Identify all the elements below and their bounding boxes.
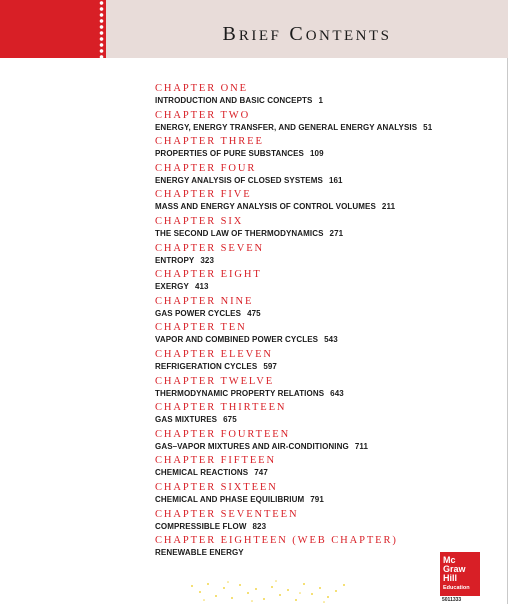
- chapter-title-line: [155, 334, 495, 346]
- logo-line-2: Graw: [443, 564, 466, 574]
- chapter-label: CHAPTER SEVEN: [155, 242, 264, 254]
- toc-entry: [155, 508, 495, 535]
- header-band: [106, 0, 508, 58]
- chapter-page-number: 51: [423, 122, 433, 132]
- chapter-title-line: [155, 255, 495, 267]
- chapter-label: CHAPTER TEN: [155, 322, 247, 334]
- red-corner-tab: [0, 0, 106, 58]
- chapter-title-line: [155, 281, 495, 293]
- chapter-title-line: [155, 308, 495, 320]
- chapter-title: ENERGY ANALYSIS OF CLOSED SYSTEMS: [155, 175, 323, 185]
- chapter-title-line: [155, 414, 495, 426]
- chapter-label: CHAPTER TWELVE: [155, 375, 275, 387]
- title-rest-contents: ONTENTS: [305, 28, 392, 44]
- toc-entry: [155, 428, 495, 455]
- chapter-label: CHAPTER EIGHTEEN (WEB CHAPTER): [155, 535, 398, 547]
- chapter-title: PROPERTIES OF PURE SUBSTANCES: [155, 149, 304, 159]
- chapter-title-line: [155, 228, 495, 240]
- toc-entry: [155, 454, 495, 481]
- chapter-title-line: [155, 201, 495, 213]
- toc-entry: [155, 109, 495, 136]
- chapter-title: ENTROPY: [155, 255, 195, 265]
- chapter-label: CHAPTER THIRTEEN: [155, 402, 287, 414]
- chapter-title-line: [155, 521, 495, 533]
- page-title: [106, 23, 508, 46]
- chapter-title-line: [155, 361, 495, 373]
- chapter-title: GAS POWER CYCLES: [155, 308, 242, 318]
- chapter-label: CHAPTER SIXTEEN: [155, 481, 278, 493]
- toc-entry: [155, 268, 495, 295]
- chapter-label: CHAPTER TWO: [155, 109, 251, 121]
- chapter-title-line: [155, 122, 495, 134]
- chapter-title: ENERGY, ENERGY TRANSFER, AND GENERAL ENERGY ANALYSIS: [155, 122, 418, 132]
- chapter-label: CHAPTER FOUR: [155, 162, 257, 174]
- chapter-label: CHAPTER FOURTEEN: [155, 428, 291, 440]
- chapter-page-number: 1: [318, 96, 324, 105]
- chapter-page-number: 161: [328, 175, 343, 185]
- chapter-title-line: [155, 388, 495, 400]
- chapter-title-line: [155, 175, 495, 187]
- chapter-page-number: 823: [252, 521, 267, 531]
- chapter-label: CHAPTER SIX: [155, 215, 244, 227]
- chapter-page-number: 543: [324, 335, 338, 345]
- chapter-title: INTRODUCTION AND BASIC CONCEPTS: [155, 96, 313, 105]
- chapter-title-line: [155, 494, 495, 506]
- chapter-title-line: [155, 95, 495, 107]
- logo-line-1: Mc: [443, 555, 456, 565]
- chapter-label: CHAPTER ELEVEN: [155, 348, 273, 360]
- chapter-title: CHEMICAL AND PHASE EQUILIBRIUM: [155, 494, 305, 504]
- chapter-page-number: 791: [310, 494, 324, 504]
- chapter-label: CHAPTER THREE: [155, 136, 264, 148]
- title-initial-b: B: [222, 23, 239, 45]
- title-rest-brief: RIEF: [238, 28, 282, 44]
- chapter-title: THERMODYNAMIC PROPERTY RELATIONS: [155, 388, 325, 398]
- chapter-page-number: 643: [330, 388, 344, 398]
- book-code: 5011333: [442, 597, 462, 603]
- chapter-title: EXERGY: [155, 282, 189, 292]
- toc-entry: [155, 481, 495, 508]
- chapter-page-number: 597: [263, 361, 277, 371]
- chapter-page-number: 109: [310, 149, 324, 159]
- chapter-page-number: 675: [223, 415, 237, 425]
- title-initial-c: C: [289, 23, 306, 45]
- toc-entry: [155, 295, 495, 322]
- toc-entry: [155, 375, 495, 402]
- toc-entry: [155, 348, 495, 375]
- toc-entry: [155, 401, 495, 428]
- chapter-title-line: [155, 441, 495, 453]
- chapter-page-number: 747: [254, 468, 268, 478]
- perforated-edge: [97, 0, 106, 58]
- logo-line-3: Hill: [443, 573, 458, 583]
- chapter-title: GAS MIXTURES: [155, 415, 218, 425]
- chapter-title: MASS AND ENERGY ANALYSIS OF CONTROL VOLUMES: [155, 202, 376, 212]
- chapter-page-number: 323: [200, 255, 215, 265]
- chapter-title: REFRIGERATION CYCLES: [155, 361, 258, 371]
- chapter-label: CHAPTER FIFTEEN: [155, 455, 276, 467]
- chapter-page-number: 211: [381, 202, 396, 212]
- toc-entry: [155, 82, 495, 109]
- toc-entry: [155, 242, 495, 269]
- toc-entry: [155, 135, 495, 162]
- chapter-title-line: [155, 148, 495, 160]
- chapter-page-number: 711: [354, 441, 369, 451]
- chapter-page-number: 413: [194, 282, 209, 292]
- chapter-title: GAS–VAPOR MIXTURES AND AIR-CONDITIONING: [155, 441, 349, 451]
- toc-entry: [155, 321, 495, 348]
- toc-entry: [155, 188, 495, 215]
- chapter-page-number: 475: [247, 308, 261, 318]
- chapter-title: CHEMICAL REACTIONS: [155, 468, 249, 478]
- chapter-title: COMPRESSIBLE FLOW: [155, 521, 247, 531]
- chapter-label: CHAPTER ONE: [155, 83, 248, 94]
- chapter-title: THE SECOND LAW OF THERMODYNAMICS: [155, 228, 324, 238]
- chapter-title: RENEWABLE ENERGY: [155, 548, 244, 558]
- mcgraw-hill-education-logo: [440, 552, 480, 596]
- toc-entry: [155, 215, 495, 242]
- decorative-dot-pattern: [188, 578, 348, 604]
- chapter-page-number: 271: [329, 228, 344, 238]
- chapter-label: CHAPTER NINE: [155, 295, 254, 307]
- chapter-label: CHAPTER EIGHT: [155, 269, 262, 281]
- toc-entry: [155, 162, 495, 189]
- chapter-label: CHAPTER SEVENTEEN: [155, 508, 299, 520]
- chapter-title: VAPOR AND COMBINED POWER CYCLES: [155, 335, 319, 345]
- logo-line-4: Education: [443, 585, 470, 591]
- table-of-contents: [155, 82, 495, 561]
- chapter-title-line: [155, 467, 495, 479]
- chapter-label: CHAPTER FIVE: [155, 189, 252, 201]
